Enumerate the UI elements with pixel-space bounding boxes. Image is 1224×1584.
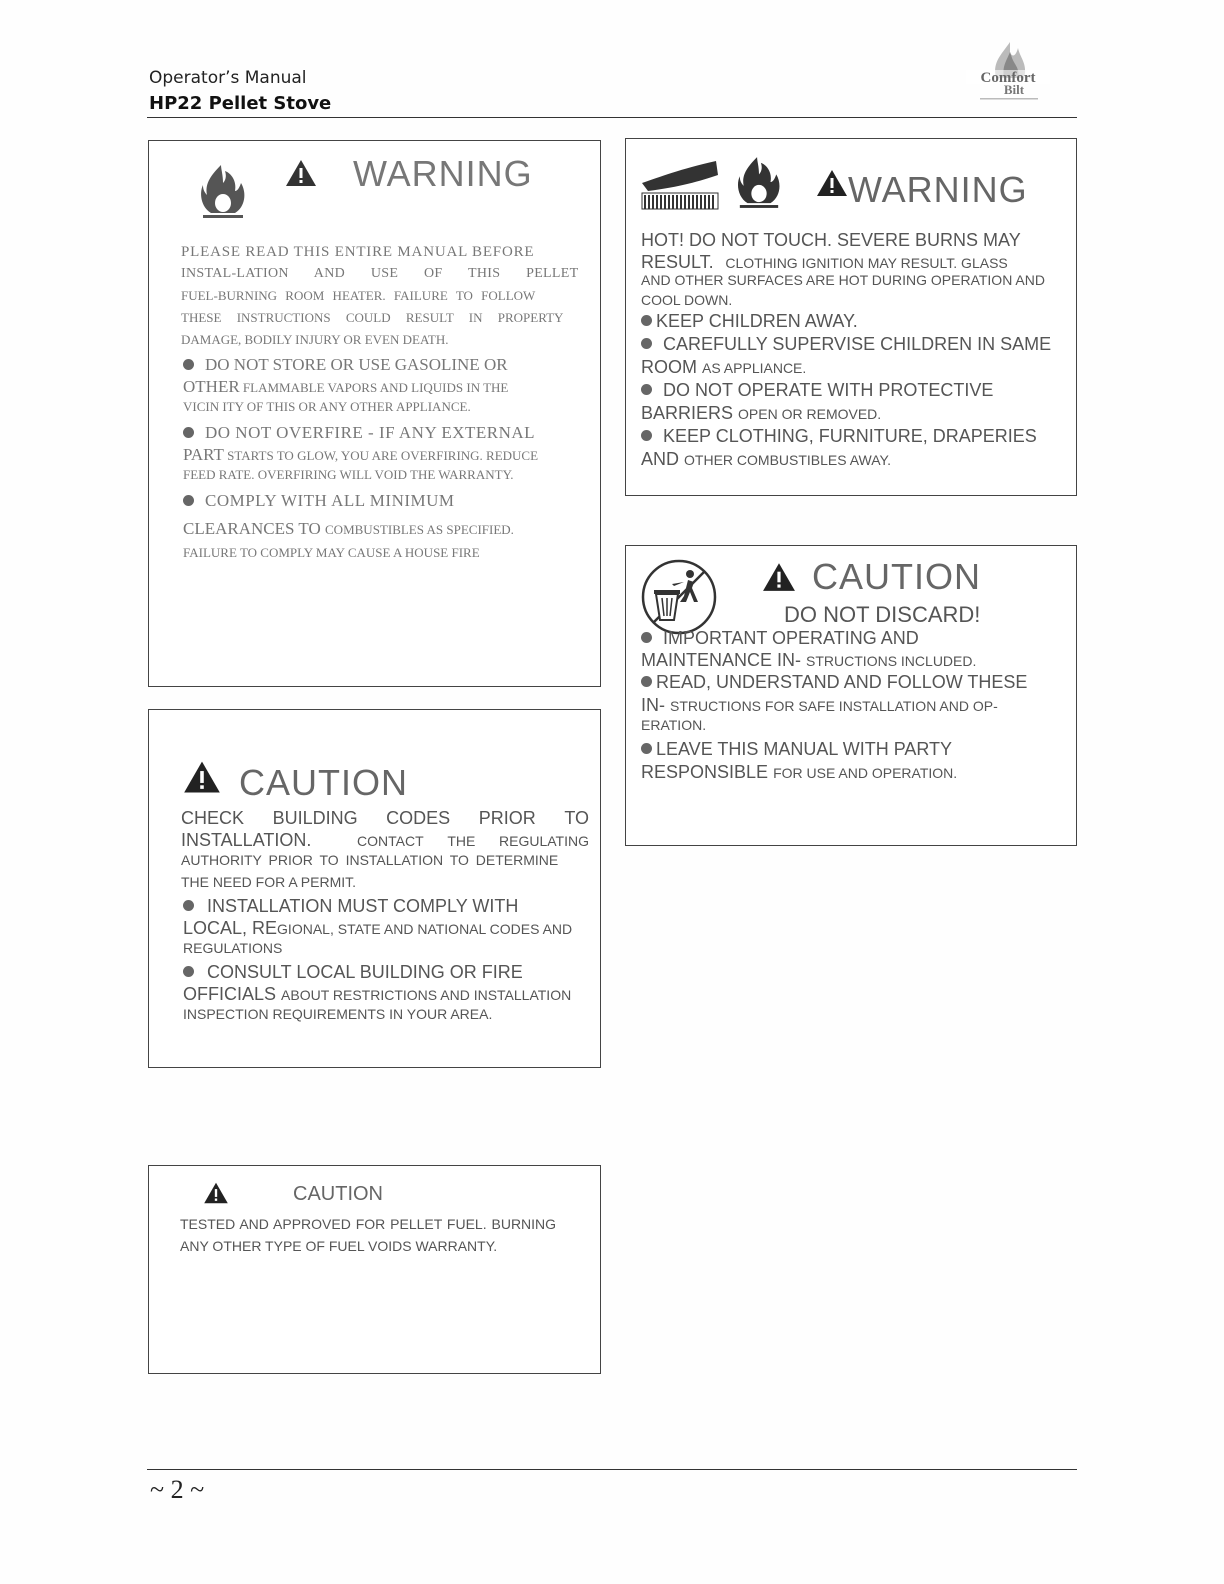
- alert-triangle-icon: [183, 760, 221, 799]
- svg-text:Comfort: Comfort: [980, 70, 1036, 86]
- text-word: TO: [564, 808, 589, 828]
- text-line: COOL DOWN.: [641, 292, 733, 308]
- text-line: AUTHORITY PRIOR TO INSTALLATION TO DETERMINE: [181, 852, 559, 868]
- fire-icon: [199, 163, 247, 226]
- text-line: HOT! DO NOT TOUCH. SEVERE BURNS MAY: [641, 230, 1021, 250]
- warning-body: [181, 244, 591, 354]
- text-line: THE NEED FOR A PERMIT.: [181, 874, 357, 890]
- building-codes-bullets: INSTALLATION MUST COMPLY WITH LOCAL, REGIONAL, STATE AND NATIONAL CODES AND REGULATIONS CONSULT LOCAL BUILDING OR FIRE OFFICIALS ABOUT RESTRICTIONS AND INSTALLATION INSPECTION REQUIREMENTS IN YOUR AREA.: [183, 896, 573, 1022]
- bullet-overfire: DO NOT OVERFIRE - IF ANY EXTERNAL PART STARTS TO GLOW, YOU ARE OVERFIRING. REDUCE FEED RATE. OVERFIRING WILL VOID THE WARRANTY.: [183, 423, 539, 482]
- bullet-icon: [641, 743, 652, 754]
- caution-title: CAUTION: [293, 1183, 383, 1205]
- do-not-discard-subtitle: DO NOT DISCARD!: [784, 602, 981, 627]
- discard-bullets: IMPORTANT OPERATING AND MAINTENANCE IN- STRUCTIONS INCLUDED. READ, UNDERSTAND AND FOLLOW THESE IN- STRUCTIONS FOR SAFE INSTALLATION AND OP- ERATION. LEAVE THIS MANUAL WITH PARTY RESPONSIBLE FOR USE AND OPERATION.: [641, 628, 1028, 782]
- text-word: CODES: [386, 808, 451, 828]
- header-rule: [147, 117, 1077, 118]
- text-word: CHECK: [181, 808, 245, 828]
- caution-box-building-codes: [148, 709, 601, 1068]
- bullet-clearances: COMPLY WITH ALL MINIMUM CLEARANCES TO COMBUSTIBLES AS SPECIFIED. FAILURE TO COMPLY MAY CAUSE A HOUSE FIRE: [183, 491, 514, 560]
- text-line: AND OTHER SURFACES ARE HOT DURING OPERATION AND: [641, 272, 1045, 288]
- manual-title: Operator’s Manual: [149, 68, 307, 88]
- warning-box-flammable: [148, 140, 601, 687]
- alert-triangle-icon: [762, 562, 796, 597]
- bullet-icon: [641, 676, 652, 687]
- text-line: ANY OTHER TYPE OF FUEL VOIDS WARRANTY.: [180, 1238, 498, 1254]
- hot-warning-body: HOT! DO NOT TOUCH. SEVERE BURNS MAY RESULT. CLOTHING IGNITION MAY RESULT. GLASS AND OTHER SURFACES ARE HOT DURING OPERATION AND COOL DOWN.: [641, 230, 1068, 316]
- svg-text:Bilt: Bilt: [1003, 82, 1025, 97]
- caution-title: CAUTION: [239, 762, 408, 803]
- bullet-icon: [183, 359, 194, 370]
- pellet-fuel-body: [180, 1216, 590, 1260]
- text-line: FUEL-BURNING ROOM HEATER. FAILURE TO FOLLOW: [181, 288, 536, 303]
- hot-warning-bullets: KEEP CHILDREN AWAY. CAREFULLY SUPERVISE CHILDREN IN SAME ROOM AS APPLIANCE. DO NOT OPERATE WITH PROTECTIVE BARRIERS OPEN OR REMOVED. KEEP CLOTHING, FURNITURE, DRAPERIES AND OTHER COMBUSTIBLES AWAY.: [641, 311, 1052, 469]
- bullet-icon: [641, 338, 652, 349]
- footer-rule: [147, 1469, 1077, 1470]
- hot-surface-icon: [640, 157, 720, 218]
- caution-title: CAUTION: [812, 556, 981, 597]
- warning-title: WARNING: [848, 169, 1028, 210]
- text-line: INSTAL-LATION AND USE OF THIS PELLET: [181, 266, 579, 281]
- bullet-icon: [641, 632, 652, 643]
- warning-title: WARNING: [353, 153, 533, 194]
- bullet-icon: [641, 430, 652, 441]
- text-line: PLEASE READ THIS ENTIRE MANUAL BEFORE: [181, 244, 535, 260]
- bullet-icon: [183, 900, 194, 911]
- bullet-icon: [641, 384, 652, 395]
- text-line: DAMAGE, BODILY INJURY OR EVEN DEATH.: [181, 332, 449, 347]
- fire-icon: [736, 153, 782, 218]
- page-number: ~ 2 ~: [150, 1475, 205, 1504]
- bullet-icon: [183, 495, 194, 506]
- text-word: BUILDING: [272, 808, 358, 828]
- text-line: THESE INSTRUCTIONS COULD RESULT IN PROPERTY: [181, 310, 564, 325]
- text-word: PRIOR: [478, 808, 536, 828]
- caution-box-do-not-discard: [625, 545, 1077, 846]
- text-line: TESTED AND APPROVED FOR PELLET FUEL. BURNING: [180, 1216, 557, 1232]
- alert-triangle-icon: [285, 159, 317, 192]
- comfort-bilt-logo: [962, 38, 1052, 104]
- caution-box-pellet-fuel: [148, 1165, 601, 1374]
- building-codes-body: CHECK BUILDING CODES PRIOR TO INSTALLATION. CONTACT THE REGULATING AUTHORITY PRIOR TO INSTALLATION TO DETERMINE THE NEED FOR A PERMIT.: [181, 808, 589, 896]
- alert-triangle-icon: [816, 169, 848, 202]
- bullet-gasoline: DO NOT STORE OR USE GASOLINE OR OTHER FLAMMABLE VAPORS AND LIQUIDS IN THE VICIN ITY OF THIS OR ANY OTHER APPLIANCE.: [183, 355, 509, 414]
- model-title: HP22 Pellet Stove: [149, 93, 332, 114]
- warning-box-hot: [625, 138, 1077, 496]
- bullet-icon: [183, 427, 194, 438]
- bullet-icon: [641, 315, 652, 326]
- bullet-icon: [183, 966, 194, 977]
- alert-triangle-icon: [203, 1182, 229, 1209]
